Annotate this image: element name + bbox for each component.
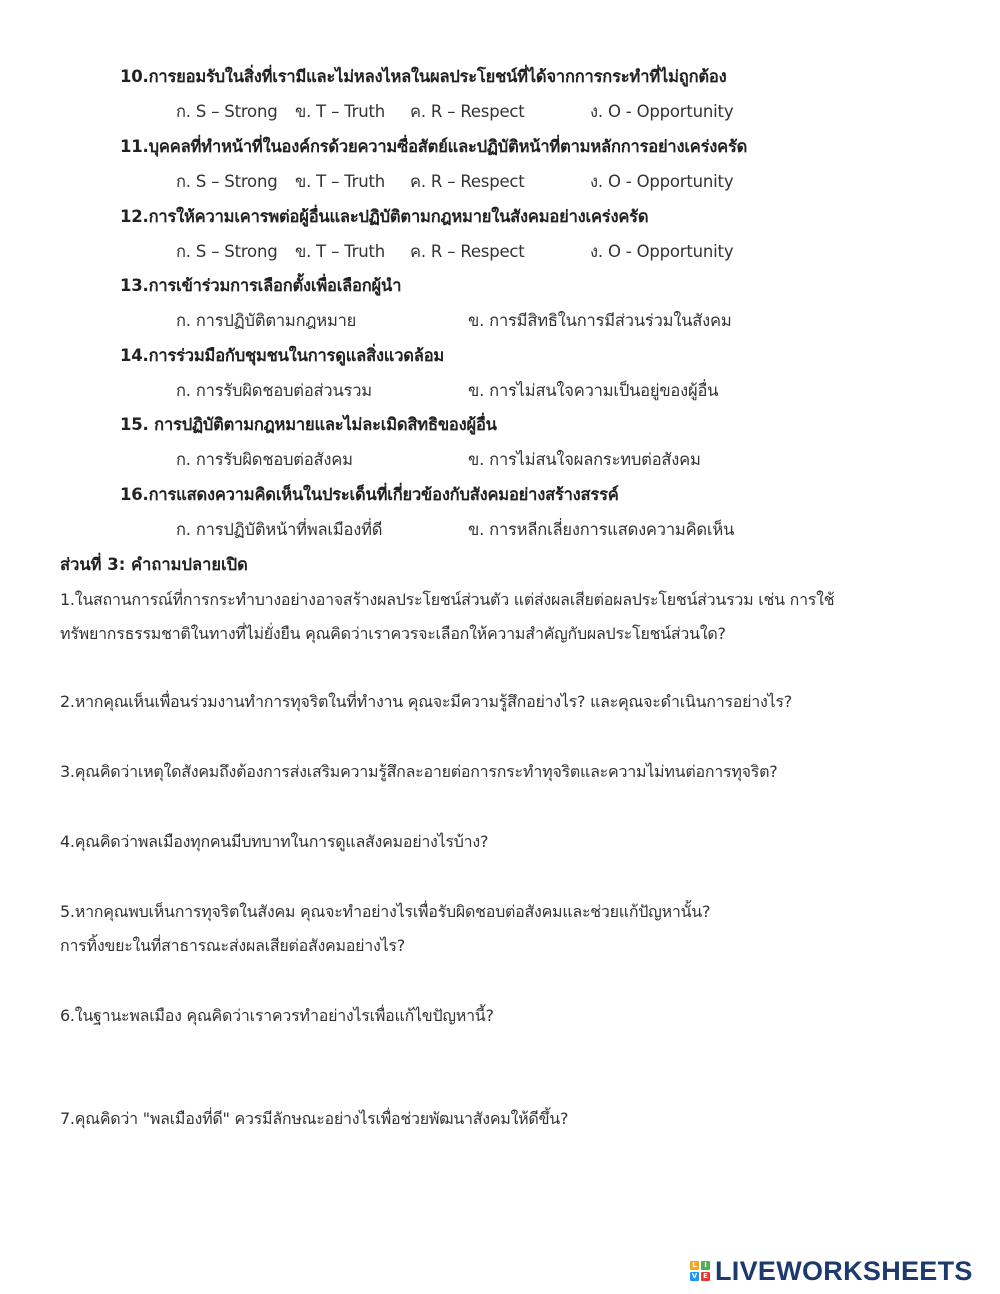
question-10-option-d: ง. O - Opportunity (590, 102, 734, 121)
open-question-1-line-1: 1.ในสถานการณ์ที่การกระทำบางอย่างอาจสร้างผลประโยชน์ส่วนตัว แต่ส่งผลเสียต่อผลประโยชน์ส่วนรวม เช่น การใช้ (60, 590, 835, 609)
logo-mark-l: L (690, 1261, 699, 1270)
question-12-option-d: ง. O - Opportunity (590, 242, 734, 261)
question-13-option-b: ข. การมีสิทธิในการมีส่วนร่วมในสังคม (468, 311, 732, 330)
question-16-option-b: ข. การหลีกเลี่ยงการแสดงความคิดเห็น (468, 520, 735, 539)
question-16-title: 16.การแสดงความคิดเห็นในประเด็นที่เกี่ยวข้องกับสังคมอย่างสร้างสรรค์ (120, 485, 619, 504)
open-question-3: 3.คุณคิดว่าเหตุใดสังคมถึงต้องการส่งเสริมความรู้สึกละอายต่อการกระทำทุจริตและความไม่ทนต่อการทุจริต? (60, 762, 778, 781)
question-14-title: 14.การร่วมมือกับชุมชนในการดูแลสิ่งแวดล้อม (120, 346, 445, 365)
question-10-option-c: ค. R – Respect (410, 102, 525, 121)
question-12-title: 12.การให้ความเคารพต่อผู้อื่นและปฏิบัติตามกฎหมายในสังคมอย่างเคร่งครัด (120, 207, 649, 226)
question-12-option-b: ข. T – Truth (295, 242, 386, 261)
question-11-option-d: ง. O - Opportunity (590, 172, 734, 191)
question-10-option-b: ข. T – Truth (295, 102, 386, 121)
logo-mark-v: V (691, 1272, 698, 1280)
question-11-title: 11.บุคคลที่ทำหน้าที่ในองค์กรด้วยความซื่อสัตย์และปฏิบัติหน้าที่ตามหลักการอย่างเคร่งครัด (120, 137, 748, 156)
question-12-option-c: ค. R – Respect (410, 242, 525, 261)
open-question-6: 6.ในฐานะพลเมือง คุณคิดว่าเราควรทำอย่างไรเพื่อแก้ไขปัญหานี้? (60, 1006, 494, 1025)
question-15-title: 15. การปฏิบัติตามกฎหมายและไม่ละเมิดสิทธิของผู้อื่น (120, 415, 497, 434)
question-10-option-a: ก. S – Strong (176, 102, 278, 121)
question-11-option-a: ก. S – Strong (176, 172, 278, 191)
question-15-option-a: ก. การรับผิดชอบต่อสังคม (176, 450, 353, 469)
question-13-option-a: ก. การปฏิบัติตามกฎหมาย (176, 311, 357, 330)
question-14-option-a: ก. การรับผิดชอบต่อส่วนรวม (176, 381, 372, 400)
open-question-5-line-2: การทิ้งขยะในที่สาธารณะส่งผลเสียต่อสังคมอย่างไร? (60, 936, 405, 955)
question-11-option-b: ข. T – Truth (295, 172, 386, 191)
question-10-title: 10.การยอมรับในสิ่งที่เรามีและไม่หลงไหลในผลประโยชน์ที่ได้จากการกระทำที่ไม่ถูกต้อง (120, 67, 727, 86)
open-question-1-line-2: ทรัพยากรธรรมชาติในทางที่ไม่ยั่งยืน คุณคิดว่าเราควรจะเลือกให้ความสำคัญกับผลประโยชน์ส่วนใด? (60, 624, 726, 643)
logo-mark-i: I (701, 1261, 710, 1270)
liveworksheets-logo-icon (690, 1261, 710, 1281)
question-16-option-a: ก. การปฏิบัติหน้าที่พลเมืองที่ดี (176, 520, 383, 539)
logo-mark-e: E (701, 1272, 710, 1281)
question-11-option-c: ค. R – Respect (410, 172, 525, 191)
liveworksheets-logo (690, 1256, 973, 1286)
liveworksheets-logo-text: LIVEWORKSHEETS (715, 1255, 973, 1286)
open-question-2: 2.หากคุณเห็นเพื่อนร่วมงานทำการทุจริตในที่ทำงาน คุณจะมีความรู้สึกอย่างไร? และคุณจะดำเนินการอย่างไร? (60, 692, 792, 711)
question-12-option-a: ก. S – Strong (176, 242, 278, 261)
section-3-title: ส่วนที่ 3: คำถามปลายเปิด (60, 555, 248, 574)
question-14-option-b: ข. การไม่สนใจความเป็นอยู่ของผู้อื่น (468, 381, 719, 400)
open-question-5: 5.หากคุณพบเห็นการทุจริตในสังคม คุณจะทำอย่างไรเพื่อรับผิดชอบต่อสังคมและช่วยแก้ปัญหานั้น? (60, 902, 711, 921)
question-13-title: 13.การเข้าร่วมการเลือกตั้งเพื่อเลือกผู้นำ (120, 276, 402, 295)
open-question-7: 7.คุณคิดว่า "พลเมืองที่ดี" ควรมีลักษณะอย่างไรเพื่อช่วยพัฒนาสังคมให้ดีขึ้น? (60, 1109, 569, 1128)
question-15-option-b: ข. การไม่สนใจผลกระทบต่อสังคม (468, 450, 701, 469)
open-question-4: 4.คุณคิดว่าพลเมืองทุกคนมีบทบาทในการดูแลสังคมอย่างไรบ้าง? (60, 832, 489, 851)
